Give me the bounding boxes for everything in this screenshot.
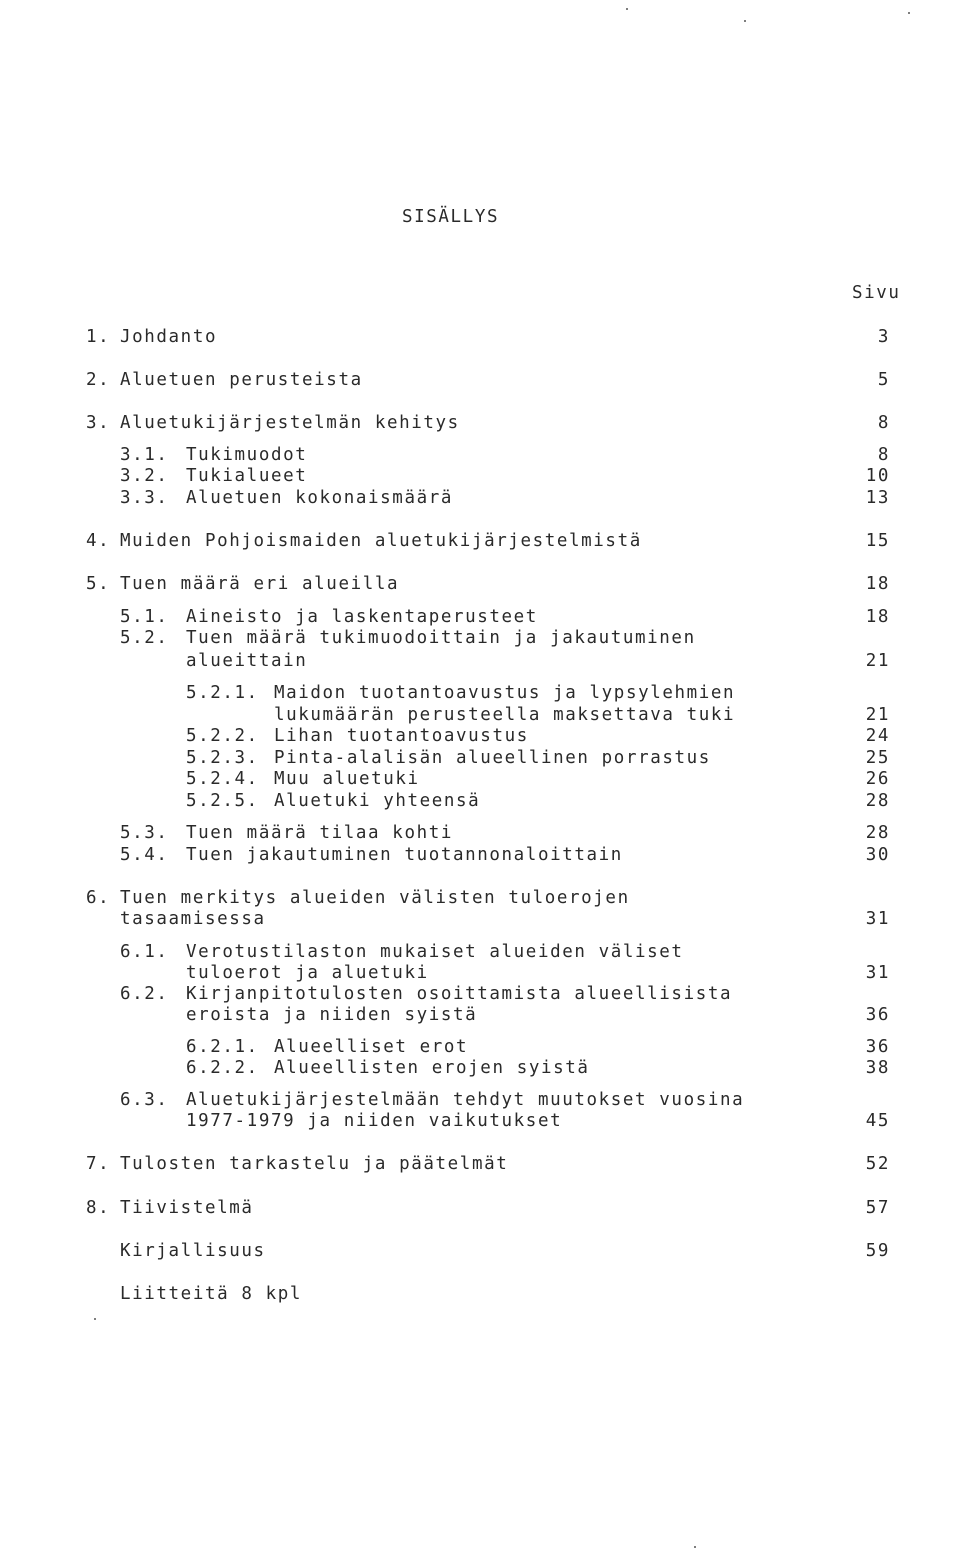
toc-entry-page: 38 <box>865 1058 890 1078</box>
toc-entry-title: Alueellisten erojen syistä <box>274 1058 590 1078</box>
scan-speck <box>908 12 910 14</box>
toc-entry-page: 5 <box>877 370 890 390</box>
toc-entry-page: 10 <box>865 466 890 486</box>
toc-entry-number: 6.2.2. <box>186 1058 259 1078</box>
toc-entry-page: 18 <box>865 607 890 627</box>
references-page: 59 <box>865 1241 890 1261</box>
toc-entry-title: Tiivistelmä <box>120 1198 254 1218</box>
toc-entry-number: 6.2. <box>120 984 169 1004</box>
toc-entry-page: 52 <box>865 1154 890 1174</box>
toc-entry-page: 18 <box>865 574 890 594</box>
toc-entry-page: 57 <box>865 1198 890 1218</box>
toc-entry-title: Maidon tuotantoavustus ja lypsylehmien <box>274 683 736 703</box>
toc-entry-number: 5.2.5. <box>186 791 259 811</box>
toc-entry-title: Alueelliset erot <box>274 1037 469 1057</box>
scan-speck <box>744 20 746 22</box>
toc-entry-title: Lihan tuotantoavustus <box>274 726 529 746</box>
toc-entry-title: Tulosten tarkastelu ja päätelmät <box>120 1154 509 1174</box>
toc-entry-title-continued: tuloerot ja aluetuki <box>186 963 429 983</box>
toc-entry-number: 1. <box>86 327 111 347</box>
toc-entry-page: 36 <box>865 1037 890 1057</box>
toc-entry-page: 28 <box>865 791 890 811</box>
appendices-note: Liitteitä 8 kpl <box>120 1284 303 1304</box>
toc-entry-number: 5.3. <box>120 823 169 843</box>
toc-entry-page: 8 <box>877 445 890 465</box>
toc-entry-title: Tuen määrä tukimuodoittain ja jakautuminen <box>186 628 696 648</box>
toc-entry-title: Kirjanpitotulosten osoittamista alueellisista <box>186 984 733 1004</box>
toc-entry-page: 15 <box>865 531 890 551</box>
toc-entry-number: 6. <box>86 888 111 908</box>
toc-entry-page: 31 <box>865 909 890 929</box>
page-title: SISÄLLYS <box>402 207 500 227</box>
toc-entry-page: 26 <box>865 769 890 789</box>
toc-entry-number: 5.4. <box>120 845 169 865</box>
toc-entry-number: 6.2.1. <box>186 1037 259 1057</box>
references-title: Kirjallisuus <box>120 1241 266 1261</box>
toc-entry-title: Pinta-alalisän alueellinen porrastus <box>274 748 711 768</box>
toc-entry-number: 3.3. <box>120 488 169 508</box>
toc-entry-page: 8 <box>877 413 890 433</box>
toc-entry-title: Tuen merkitys alueiden välisten tuloerojen <box>120 888 630 908</box>
toc-entry-page: 30 <box>865 845 890 865</box>
toc-entry-page: 36 <box>865 1005 890 1025</box>
toc-entry-title: Tukimuodot <box>186 445 308 465</box>
toc-entry-title: Muiden Pohjoismaiden aluetukijärjestelmistä <box>120 531 642 551</box>
toc-entry-title: Tukialueet <box>186 466 308 486</box>
toc-entry-title: Aluetukijärjestelmään tehdyt muutokset vuosina <box>186 1090 745 1110</box>
toc-entry-page: 13 <box>865 488 890 508</box>
toc-entry-number: 5.1. <box>120 607 169 627</box>
toc-entry-title: Muu aluetuki <box>274 769 420 789</box>
toc-entry-page: 28 <box>865 823 890 843</box>
toc-entry-page: 21 <box>865 705 890 725</box>
toc-entry-title-continued: eroista ja niiden syistä <box>186 1005 478 1025</box>
toc-entry-page: 45 <box>865 1111 890 1131</box>
toc-entry-title: Tuen määrä tilaa kohti <box>186 823 453 843</box>
toc-entry-title-continued: lukumäärän perusteella maksettava tuki <box>274 705 736 725</box>
toc-entry-number: 5.2.2. <box>186 726 259 746</box>
scan-speck <box>626 8 628 10</box>
toc-entry-title-continued: tasaamisessa <box>120 909 266 929</box>
toc-entry-title: Verotustilaston mukaiset alueiden väliset <box>186 942 684 962</box>
scan-speck <box>94 1318 96 1320</box>
toc-entry-page: 24 <box>865 726 890 746</box>
toc-entry-number: 5.2.1. <box>186 683 259 703</box>
toc-entry-page: 3 <box>877 327 890 347</box>
toc-entry-title-continued: 1977-1979 ja niiden vaikutukset <box>186 1111 563 1131</box>
toc-entry-title: Aluetuen kokonaismäärä <box>186 488 453 508</box>
toc-entry-number: 7. <box>86 1154 111 1174</box>
toc-entry-number: 6.3. <box>120 1090 169 1110</box>
scan-speck <box>694 1546 696 1548</box>
toc-entry-number: 3. <box>86 413 111 433</box>
toc-entry-number: 5.2.4. <box>186 769 259 789</box>
toc-entry-title-continued: alueittain <box>186 651 308 671</box>
toc-entry-title: Tuen määrä eri alueilla <box>120 574 400 594</box>
toc-entry-number: 4. <box>86 531 111 551</box>
toc-entry-title: Tuen jakautuminen tuotannonaloittain <box>186 845 623 865</box>
toc-entry-page: 21 <box>865 651 890 671</box>
toc-entry-number: 5.2. <box>120 628 169 648</box>
toc-entry-number: 2. <box>86 370 111 390</box>
toc-entry-number: 5. <box>86 574 111 594</box>
toc-entry-title: Aineisto ja laskentaperusteet <box>186 607 538 627</box>
toc-entry-number: 3.1. <box>120 445 169 465</box>
toc-entry-number: 6.1. <box>120 942 169 962</box>
toc-entry-title: Aluetuki yhteensä <box>274 791 481 811</box>
toc-entry-title: Aluetuen perusteista <box>120 370 363 390</box>
toc-entry-number: 8. <box>86 1198 111 1218</box>
page-column-header: Sivu <box>852 283 901 303</box>
toc-entry-number: 5.2.3. <box>186 748 259 768</box>
toc-entry-page: 31 <box>865 963 890 983</box>
toc-entry-title: Johdanto <box>120 327 218 347</box>
toc-entry-title: Aluetukijärjestelmän kehitys <box>120 413 460 433</box>
toc-entry-number: 3.2. <box>120 466 169 486</box>
toc-entry-page: 25 <box>865 748 890 768</box>
